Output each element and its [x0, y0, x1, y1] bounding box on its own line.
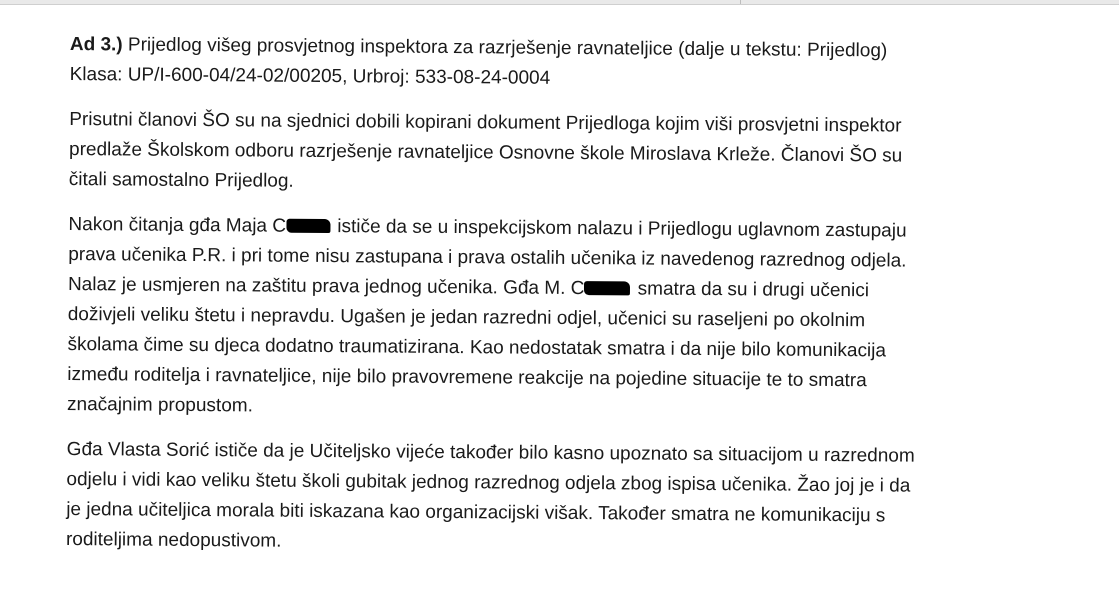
heading-title: Prijedlog višeg prosvjetnog inspektora za razrješenje ravnateljice (dalje u tekstu: Prijedlog): [122, 34, 888, 62]
redaction-mark: [584, 281, 630, 295]
paragraph-2-line-6: između roditelja i ravnateljice, nije bilo pravovremene reakcije na pojedine situacije te to smatra: [67, 363, 867, 392]
redaction-mark: [286, 219, 330, 233]
paragraph-1-line-1: Prisutni članovi ŠO su na sjednici dobili kopirani dokument Prijedloga kojim viši prosvjetni inspektor: [69, 108, 902, 137]
paragraph-1-line-3: čitali samostalno Prijedlog.: [68, 168, 294, 192]
paragraph-2-line-1-start: Nakon čitanja gđa Maja C: [68, 213, 287, 237]
paragraph-1: [69, 105, 1080, 203]
window-top-strip: [0, 0, 1119, 5]
paragraph-3-line-3: je jedna učiteljica morala biti iskazana kao organizacijski višak. Također smatra ne komunikaciju s: [66, 498, 886, 527]
heading-line-2: Klasa: UP/I-600-04/24-02/00205, Urbroj: 533-08-24-0004: [69, 63, 551, 89]
paragraph-2-line-7: značajnim propustom.: [66, 393, 254, 417]
heading-label: Ad 3.): [69, 33, 123, 56]
paragraph-3: [66, 435, 1077, 563]
paragraph-3-line-2: odjelu i vidi kao veliku štetu školi gubitak jednog razrednog odjela zbog ispisa učenika. Žao joj je i da: [66, 468, 911, 497]
paragraph-3-line-1: Gđa Vlasta Sorić ističe da je Učiteljsko vijeće također bilo kasno upoznato sa situacijom u razrednom: [66, 438, 915, 467]
document-page: [66, 30, 1080, 578]
paragraph-2-line-5: školama čime su djeca dodatno traumatizirana. Kao nedostatak smatra i da nije bilo komunikacija: [67, 333, 887, 362]
paragraph-2: [67, 210, 1079, 428]
paragraph-1-line-2: predlaže Školskom odboru razrješenje ravnateljice Osnovne škole Miroslava Krleže. Članovi ŠO su: [68, 138, 903, 167]
paragraph-2-line-3-end: smatra da su i drugi učenici: [632, 278, 870, 302]
paragraph-2-line-3-start: Nalaz je usmjeren na zaštitu prava jednog učenika. Gđa M. C: [67, 273, 585, 300]
paragraph-3-line-4: roditeljima nedopustivom.: [65, 528, 282, 552]
section-heading: [70, 30, 1080, 98]
top-strip-divider: [740, 0, 741, 4]
paragraph-2-line-2: prava učenika P.R. i pri tome nisu zastupana i prava ostalih učenika iz navedenog razrednog odjela.: [68, 243, 907, 272]
paragraph-2-line-4: doživjeli veliku štetu i nepravdu. Ugašen je jedan razredni odjel, učenici su raseljeni po okolnim: [67, 303, 866, 332]
paragraph-2-line-1-end: ističe da se u inspekcijskom nalazu i Prijedlogu uglavnom zastupaju: [331, 216, 907, 242]
